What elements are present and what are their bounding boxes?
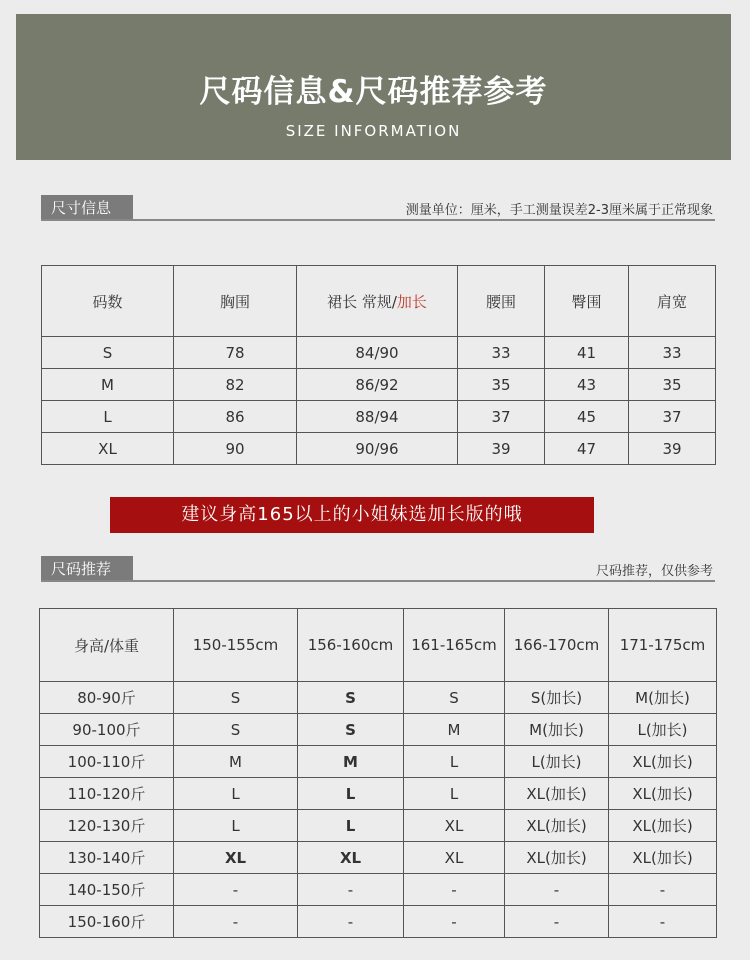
table-cell: - bbox=[609, 874, 717, 906]
table-cell: 90 bbox=[174, 433, 297, 465]
table-cell: S bbox=[298, 714, 404, 746]
header-length bbox=[297, 266, 458, 337]
header-length-regular: 裙长 常规/ bbox=[327, 292, 397, 311]
table-cell: S bbox=[42, 337, 174, 369]
table-cell: S bbox=[298, 682, 404, 714]
table-cell: 130-140斤 bbox=[40, 842, 174, 874]
table-cell: - bbox=[174, 874, 298, 906]
page-subtitle: SIZE INFORMATION bbox=[285, 122, 462, 140]
table-cell: L bbox=[42, 401, 174, 433]
table-cell: 39 bbox=[629, 433, 716, 465]
header-waist: 腰围 bbox=[458, 266, 545, 337]
table-cell: M bbox=[404, 714, 505, 746]
table-cell: - bbox=[174, 906, 298, 938]
table-cell: S bbox=[174, 714, 298, 746]
table-cell: L bbox=[174, 810, 298, 842]
table-cell: S(加长) bbox=[505, 682, 609, 714]
table-cell: XL(加长) bbox=[609, 746, 717, 778]
table-cell: XL(加长) bbox=[609, 842, 717, 874]
table-row bbox=[40, 746, 717, 778]
table-cell: L(加长) bbox=[609, 714, 717, 746]
table-cell: XL(加长) bbox=[505, 778, 609, 810]
table-cell: L bbox=[174, 778, 298, 810]
table-header-cell: 171-175cm bbox=[609, 609, 717, 682]
table-cell: 150-160斤 bbox=[40, 906, 174, 938]
header-shoulder: 肩宽 bbox=[629, 266, 716, 337]
table-cell: M bbox=[298, 746, 404, 778]
table-row bbox=[40, 810, 717, 842]
header-chest: 胸围 bbox=[174, 266, 297, 337]
table-cell: 88/94 bbox=[297, 401, 458, 433]
table-cell: 39 bbox=[458, 433, 545, 465]
header-length-long: 加长 bbox=[396, 292, 427, 311]
table-cell: 47 bbox=[545, 433, 629, 465]
size-info-section-header bbox=[41, 195, 715, 221]
table-cell: XL(加长) bbox=[609, 778, 717, 810]
table-cell: 86/92 bbox=[297, 369, 458, 401]
table-cell: 33 bbox=[458, 337, 545, 369]
table-cell: - bbox=[609, 906, 717, 938]
table-cell: 80-90斤 bbox=[40, 682, 174, 714]
table-row bbox=[42, 369, 716, 401]
size-info-tag: 尺寸信息 bbox=[41, 195, 133, 221]
table-cell: 84/90 bbox=[297, 337, 458, 369]
table-cell: XL(加长) bbox=[505, 842, 609, 874]
table-header-row bbox=[40, 609, 717, 682]
table-cell: XL(加长) bbox=[609, 810, 717, 842]
table-header-cell: 166-170cm bbox=[505, 609, 609, 682]
table-cell: XL(加长) bbox=[505, 810, 609, 842]
table-cell: XL bbox=[174, 842, 298, 874]
table-row bbox=[40, 842, 717, 874]
table-cell: S bbox=[174, 682, 298, 714]
size-recommend-table bbox=[39, 608, 717, 938]
table-cell: 43 bbox=[545, 369, 629, 401]
section-divider bbox=[41, 580, 715, 582]
section-divider bbox=[41, 219, 715, 221]
recommend-section-header bbox=[41, 556, 715, 582]
table-cell: 41 bbox=[545, 337, 629, 369]
table-cell: 37 bbox=[629, 401, 716, 433]
table-cell: - bbox=[505, 874, 609, 906]
table-cell: - bbox=[298, 874, 404, 906]
table-header-cell: 身高/体重 bbox=[40, 609, 174, 682]
table-row bbox=[42, 433, 716, 465]
table-cell: 86 bbox=[174, 401, 297, 433]
table-row bbox=[40, 874, 717, 906]
table-header-cell: 156-160cm bbox=[298, 609, 404, 682]
table-cell: - bbox=[404, 906, 505, 938]
table-cell: M bbox=[174, 746, 298, 778]
table-cell: M(加长) bbox=[609, 682, 717, 714]
table-cell: L(加长) bbox=[505, 746, 609, 778]
table-cell: 82 bbox=[174, 369, 297, 401]
header-size: 码数 bbox=[42, 266, 174, 337]
table-cell: S bbox=[404, 682, 505, 714]
table-row bbox=[40, 906, 717, 938]
table-cell: L bbox=[298, 810, 404, 842]
table-cell: 37 bbox=[458, 401, 545, 433]
table-cell: L bbox=[404, 746, 505, 778]
table-cell: L bbox=[404, 778, 505, 810]
table-row bbox=[42, 401, 716, 433]
table-cell: L bbox=[298, 778, 404, 810]
table-cell: 90/96 bbox=[297, 433, 458, 465]
table-cell: M(加长) bbox=[505, 714, 609, 746]
table-cell: 78 bbox=[174, 337, 297, 369]
table-row bbox=[42, 337, 716, 369]
recommend-note: 尺码推荐，仅供参考 bbox=[595, 564, 713, 579]
table-cell: 120-130斤 bbox=[40, 810, 174, 842]
recommend-tag: 尺码推荐 bbox=[41, 556, 133, 582]
table-row bbox=[40, 778, 717, 810]
table-cell: 33 bbox=[629, 337, 716, 369]
page-title: 尺码信息&尺码推荐参考 bbox=[199, 74, 548, 110]
table-cell: - bbox=[505, 906, 609, 938]
table-header-cell: 161-165cm bbox=[404, 609, 505, 682]
table-cell: XL bbox=[298, 842, 404, 874]
long-version-tip-banner: 建议身高165以上的小姐妹选加长版的哦 bbox=[110, 497, 594, 533]
table-header-row bbox=[42, 266, 716, 337]
size-info-table bbox=[41, 265, 716, 465]
table-cell: - bbox=[298, 906, 404, 938]
table-cell: M bbox=[42, 369, 174, 401]
table-header-cell: 150-155cm bbox=[174, 609, 298, 682]
table-cell: XL bbox=[42, 433, 174, 465]
table-cell: 100-110斤 bbox=[40, 746, 174, 778]
measurement-note: 测量单位：厘米，手工测量误差2-3厘米属于正常现象 bbox=[405, 203, 713, 218]
table-cell: 140-150斤 bbox=[40, 874, 174, 906]
table-cell: XL bbox=[404, 842, 505, 874]
table-cell: - bbox=[404, 874, 505, 906]
table-row bbox=[40, 682, 717, 714]
header-banner bbox=[16, 14, 731, 160]
table-cell: XL bbox=[404, 810, 505, 842]
header-hip: 臀围 bbox=[545, 266, 629, 337]
table-cell: 35 bbox=[629, 369, 716, 401]
table-cell: 90-100斤 bbox=[40, 714, 174, 746]
table-cell: 45 bbox=[545, 401, 629, 433]
table-row bbox=[40, 714, 717, 746]
table-cell: 35 bbox=[458, 369, 545, 401]
table-cell: 110-120斤 bbox=[40, 778, 174, 810]
